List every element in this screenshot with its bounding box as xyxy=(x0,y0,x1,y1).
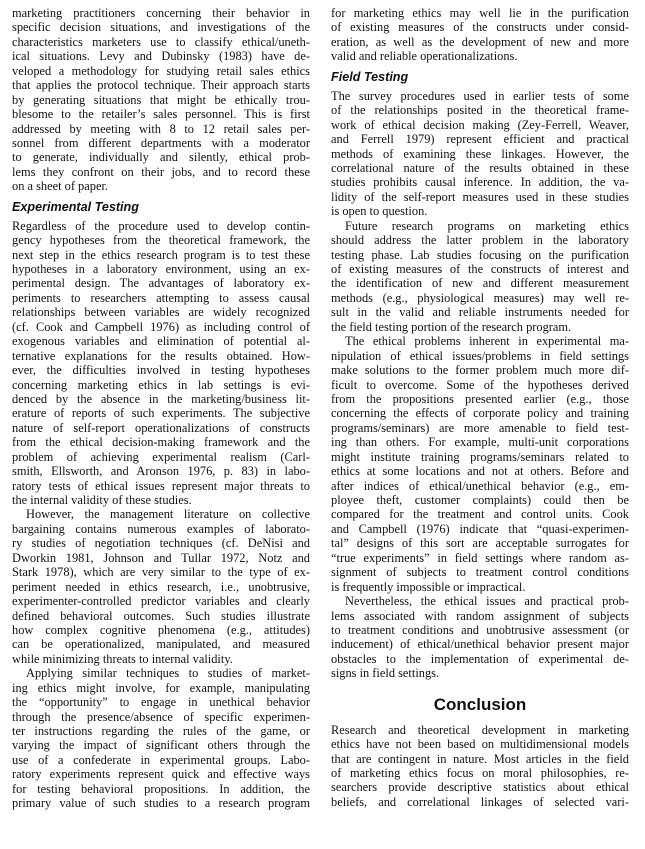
text-line: the identification of new and different measurement xyxy=(331,276,629,291)
text-line: while minimizing threats to internal validity. xyxy=(12,651,233,666)
text-line: ever, the difficulties involved in testing hypotheses xyxy=(12,363,310,378)
text-line: correlational nature of the results obtained in these xyxy=(331,160,629,175)
text-line: ratory tests of ethical issues represent major threats to xyxy=(12,478,310,493)
text-line: Research and theoretical development in marketing xyxy=(331,722,629,737)
text-line: inducement) of ethical/unethical behavior present major xyxy=(331,637,629,652)
text-line: exogenous variables and elimination of potential al- xyxy=(12,334,310,349)
paragraph-intro-continued xyxy=(12,6,310,194)
text-line: that applies the protocol technique. Their approach starts xyxy=(12,78,310,93)
text-line: through the presence/absence of specific experimen- xyxy=(12,709,310,724)
text-line: of existing measures of the constructs of interest and xyxy=(331,262,629,276)
text-line: use of a confederate in experimental groups. Labo- xyxy=(12,752,310,767)
text-line: ing ethics might involve, for example, manipulating xyxy=(12,680,310,695)
text-line: Applying similar techniques to studies of market- xyxy=(26,666,310,681)
text-line: blesome to the retailer’s sales personnel. This is first xyxy=(12,107,310,122)
text-line: nature of self-report operationalizations of constructs xyxy=(12,420,310,435)
text-line: the “opportunity” to engage in unethical behavior xyxy=(12,695,310,710)
text-line: problem of achieving experimental realism (Carl- xyxy=(12,449,310,464)
text-line: ficult to overcome. Some of the hypotheses derived xyxy=(331,377,629,392)
text-line: and Ferrell 1979) represent efficient and practical xyxy=(331,132,629,147)
text-line: sonnel from different departments with a moderator xyxy=(12,135,310,150)
text-line: to treatment conditions and unobtrusive assessment (or xyxy=(331,622,629,637)
text-line: varying the impact of significant others through the xyxy=(12,738,310,753)
text-line: ing than others. For example, multi-unit corporations xyxy=(331,435,629,450)
text-line: experimenter-controlled predictor variables and clearly xyxy=(12,594,310,609)
text-line: by generating situations that might be ethically trou- xyxy=(12,92,310,107)
text-line: to generate, individually and silently, ethical prob- xyxy=(12,150,310,165)
text-line: valid and reliable operationalizations. xyxy=(331,49,518,64)
text-line: relationships between variables are widely recognized xyxy=(12,305,310,320)
text-line: lems associated with random assignment of subjects xyxy=(331,608,629,623)
text-line: compared for the treatment and control units. Cook xyxy=(331,507,629,522)
text-line: characteristics marketers use to classify ethical/uneth- xyxy=(12,34,310,49)
text-line: the internal validity of these studies. xyxy=(12,493,192,507)
text-line: denced by the absence in the marketing/business lit- xyxy=(12,391,310,406)
text-line: is open to question. xyxy=(331,204,428,219)
text-line: methods of examining these linkages. However, the xyxy=(331,146,629,161)
text-line: smith, Ellsworth, and Aronson 1976, p. 83) in labo- xyxy=(12,464,310,479)
text-line: bargaining contains numerous examples of laborato- xyxy=(12,521,310,536)
text-line: for marketing ethics may well lie in the purification xyxy=(331,6,629,20)
text-line: ratory experiments represent quick and effective ways xyxy=(12,767,310,782)
text-line: nipulation of ethical issues/problems in field settings xyxy=(331,348,629,363)
text-line: ical situations. Levy and Dubinsky (1983) have de- xyxy=(12,49,310,64)
text-line: defined behavioral outcomes. Such studies illustrate xyxy=(12,608,310,623)
text-line: ployee theft, customer complaints) could then be xyxy=(331,493,629,507)
text-line: periment needed in ethics research, i.e., unobtrusive, xyxy=(12,579,310,594)
left-column xyxy=(12,6,310,811)
text-line: The ethical problems inherent in experimental ma- xyxy=(345,334,629,349)
text-line: periments to researchers attempting to assess causal xyxy=(12,290,310,305)
text-line: concerning marketing ethics in lab settings is evi- xyxy=(12,377,310,392)
text-line: studies prohibits causal inference. In addition, the va- xyxy=(331,175,629,190)
text-line: of existing measures of the constructs under consid- xyxy=(331,20,629,35)
paragraph-future-research xyxy=(331,219,629,335)
text-line: how complex cognitive phenomena (e.g., attitudes) xyxy=(12,622,310,637)
text-line: signs in field settings. xyxy=(331,666,440,681)
text-line: programs/seminars) are more amenable to field test- xyxy=(331,420,629,435)
text-line: work of ethical decision making (Zey-Ferrell, Weaver, xyxy=(331,117,629,132)
text-line: marketing practitioners concerning their behavior in xyxy=(12,6,310,20)
text-line: make solutions to the former problem much more dif- xyxy=(331,363,629,378)
text-line: eration, as well as the development of new and more xyxy=(331,34,629,49)
heading-experimental-testing: Experimental Testing xyxy=(12,199,139,214)
text-line: ethics have not been based on multidimensional models xyxy=(331,737,629,752)
text-line: next step in the ethics research program is to test these xyxy=(12,247,310,262)
text-line: ter instructions regarding the rules of the game, or xyxy=(12,724,310,738)
text-line: Nevertheless, the ethical issues and practical prob- xyxy=(345,594,629,609)
text-line: from the ethical decision-making framework and the xyxy=(12,435,310,450)
text-line: should address the latter problem in the laboratory xyxy=(331,233,629,248)
text-line: “true experiments” in field settings where random as- xyxy=(331,550,629,565)
text-line: ethics at some locations and not at others. Before and xyxy=(331,464,629,479)
text-line: concerning the effects of corporate policy and training xyxy=(331,406,629,421)
paragraph-purification-continued xyxy=(331,6,629,64)
text-line: Future research programs on marketing ethics xyxy=(345,218,629,233)
text-line: obstacles to the implementation of experimental de- xyxy=(331,651,629,666)
text-line: for testing behavioral propositions. In addition, the xyxy=(12,781,310,796)
text-line: veloped a methodology for studying retail sales ethics xyxy=(12,63,310,78)
text-line: erature of reports of such experiments. The subjective xyxy=(12,406,310,421)
text-line: can be operationalized, manipulated, and measured xyxy=(12,637,310,652)
text-line: specific decision situations, and investigations of the xyxy=(12,20,310,35)
text-line: The survey procedures used in earlier tests of some xyxy=(331,88,629,103)
right-column xyxy=(331,6,629,809)
text-line: that are contingent in nature. Most articles in the field xyxy=(331,751,629,766)
heading-conclusion: Conclusion xyxy=(433,694,527,714)
text-line: of marketing ethics focus on moral philosophies, re- xyxy=(331,766,629,780)
paragraph-collective-bargaining xyxy=(12,507,310,666)
text-line: testing phase. Lab studies focusing on the purification xyxy=(331,247,629,262)
text-line: ternative explanations for the results obtained. How- xyxy=(12,348,310,363)
text-line: sult in the valid and reliable instruments needed for xyxy=(331,305,629,320)
text-line: lems they confront on their jobs, and to record these xyxy=(12,164,310,179)
text-line: Dworkin 1981, Johnson and Tullar 1972, Notz and xyxy=(12,550,310,565)
text-line: primary value of such studies to a research program xyxy=(12,796,310,811)
text-line: Regardless of the procedure used to develop contin- xyxy=(12,218,310,233)
paragraph-experimental-testing xyxy=(12,219,310,508)
text-line: from the propositions presented earlier (e.g., those xyxy=(331,391,629,406)
text-line: addressed by meeting with 8 to 12 retail sales per- xyxy=(12,121,310,136)
text-line: is frequently impossible or impractical. xyxy=(331,579,526,594)
text-line: searchers provide descriptive statistics about ethical xyxy=(331,780,629,795)
text-line: lidity of the self-report measures used in these studies xyxy=(331,189,629,204)
paragraph-nevertheless xyxy=(331,594,629,681)
text-line: might institute training programs/seminars related to xyxy=(331,449,629,464)
text-line: Stark 1978), which are very similar to the type of ex- xyxy=(12,565,310,580)
text-line: However, the management literature on collective xyxy=(26,507,310,522)
text-line: on a sheet of paper. xyxy=(12,179,108,194)
text-line: signment of subjects to treatment control conditions xyxy=(331,565,629,580)
paragraph-conclusion xyxy=(331,723,629,810)
paragraph-survey-procedures xyxy=(331,89,629,219)
text-line: beliefs, and correlational linkages of selected vari- xyxy=(331,794,629,809)
text-line: perimental design. The advantages of laboratory ex- xyxy=(12,276,310,291)
text-line: after indices of ethical/unethical behavior (e.g., em- xyxy=(331,478,629,493)
text-line: and Campbell (1976) indicate that “quasi-experimen- xyxy=(331,521,629,536)
heading-field-testing: Field Testing xyxy=(331,69,409,84)
text-line: the field testing portion of the research program. xyxy=(331,319,572,334)
text-line: ry studies of negotiation techniques (cf. DeNisi and xyxy=(12,536,310,551)
text-line: (cf. Cook and Campbell 1976) as including control of xyxy=(12,319,310,334)
text-line: methods (e.g., physiological measures) may well re- xyxy=(331,290,629,305)
text-line: tal” designs of this sort are acceptable surrogates for xyxy=(331,536,629,551)
paragraph-applying-techniques xyxy=(12,666,310,810)
text-line: gency hypotheses from the theoretical framework, the xyxy=(12,233,310,248)
paragraph-ethical-problems xyxy=(331,334,629,594)
text-line: hypotheses in a laboratory environment, using an ex- xyxy=(12,262,310,276)
text-line: of the relationships posited in the theoretical frame- xyxy=(331,103,629,118)
